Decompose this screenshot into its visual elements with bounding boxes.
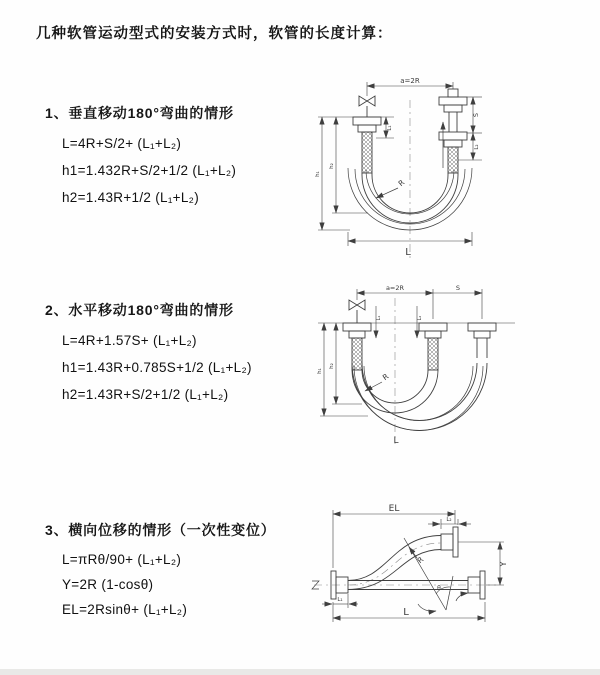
- dim-label-l2: L₂: [417, 315, 423, 321]
- dim-label-l1: L₁: [376, 315, 382, 321]
- braided-hose-left: [362, 132, 372, 173]
- dim-label-l1: L₁: [337, 597, 343, 603]
- dim-label-h2: h₂: [329, 163, 335, 169]
- valve-icon: [349, 300, 365, 323]
- dim-label-l2: L₂: [446, 517, 452, 523]
- lateral-displacement-diagram: [300, 498, 600, 645]
- valve-icon: [359, 96, 375, 117]
- braided-hose-middle: [428, 338, 438, 370]
- section-horizontal-180: [45, 300, 252, 408]
- dim-label-r: R: [415, 554, 426, 566]
- section-1-formulas: [45, 130, 236, 211]
- dim-label-theta: θ: [437, 585, 441, 592]
- horizontal-180-bend-diagram: [310, 278, 600, 450]
- braided-hose-right: [448, 147, 458, 173]
- section-lateral-displacement: [45, 520, 276, 622]
- dim-label-el: EL: [388, 504, 400, 514]
- formula-h2: h2=1.43R+1/2 (L₁+L₂): [62, 190, 200, 205]
- flange-left: [343, 323, 371, 338]
- section-2-formulas: [45, 327, 252, 408]
- section-1-heading: 1、垂直移动180°弯曲的情形: [45, 105, 234, 121]
- formula-L: L=4R+1.57S+ (L₁+L₂): [62, 333, 197, 348]
- dim-label-l1: L₁: [387, 125, 393, 131]
- page-title: 几种软管运动型式的安装方式时，软管的长度计算：: [36, 26, 393, 42]
- dim-label-h1: h₁: [315, 171, 321, 177]
- dim-label-r: R: [396, 177, 407, 189]
- formula-L: L=4R+S/2+ (L₁+L₂): [62, 136, 182, 151]
- braided-hose-left: [352, 338, 362, 370]
- formula-h1: h1=1.432R+S/2+1/2 (L₁+L₂): [62, 163, 237, 178]
- scan-edge: [0, 669, 600, 675]
- formula-h1: h1=1.43R+0.785S+1/2 (L₁+L₂): [62, 360, 252, 375]
- dim-label-r: R: [380, 371, 391, 383]
- dim-label-s: S: [455, 284, 461, 292]
- flange-right: [468, 323, 496, 338]
- dim-label-a2r: a=2R: [385, 284, 405, 292]
- section-2-heading: 2、水平移动180°弯曲的情形: [45, 302, 234, 318]
- dim-label-s: S: [472, 112, 480, 118]
- flange-left: [353, 117, 381, 132]
- hose-u-bend: [352, 363, 487, 431]
- section-3-heading: 3、横向位移的情形（一次性变位）: [45, 522, 276, 538]
- dim-label-l: L: [403, 607, 409, 618]
- dim-label-l2: L₂: [474, 144, 480, 150]
- section-vertical-180: [45, 103, 236, 211]
- flange-middle: [419, 323, 447, 338]
- hose-s-curve: [348, 536, 441, 590]
- dim-label-h1: h₁: [317, 368, 323, 374]
- section-3-formulas: [45, 547, 276, 622]
- formula-h2: h2=1.43R+S/2+1/2 (L₁+L₂): [62, 387, 229, 402]
- formula-EL: EL=2Rsinθ+ (L₁+L₂): [62, 602, 188, 617]
- dim-label-l: L: [393, 436, 399, 446]
- flange-right-upper: [439, 89, 467, 112]
- dim-label-y: Y: [499, 561, 508, 567]
- flange-upper-right: [441, 527, 458, 557]
- formula-L: L=πRθ/90+ (L₁+L₂): [62, 552, 182, 567]
- dim-label-h2: h₂: [329, 363, 335, 369]
- formula-Y: Y=2R (1-cosθ): [62, 577, 154, 592]
- dim-label-l: L: [405, 247, 411, 258]
- vertical-180-bend-diagram: [310, 70, 600, 265]
- dim-label-a2r: a=2R: [400, 77, 420, 85]
